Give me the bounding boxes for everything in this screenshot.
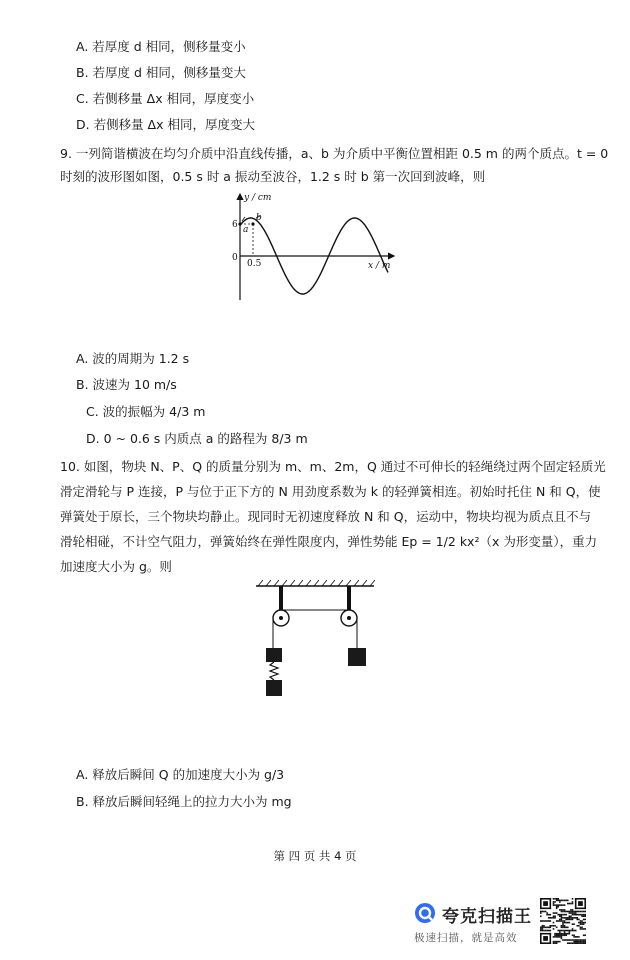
tick-y6: 6 [232,220,238,230]
pulley-diagram [250,576,380,706]
origin-label: 0 [232,253,238,263]
point-a-dot [238,222,241,225]
brand-slogan: 极速扫描，就是高效 [414,932,518,944]
q8-option-d: D. 若侧移量 Δx 相同，厚度变大 [76,117,255,132]
q10-stem-line5: 加速度大小为 g。则 [60,559,172,574]
qr-code [540,898,586,944]
x-axis-label: x / m [368,261,391,271]
q10-option-b: B. 释放后瞬间轻绳上的拉力大小为 mg [76,794,292,809]
block-q [348,648,366,666]
q9-stem-line1: 9. 一列简谐横波在均匀介质中沿直线传播，a、b 为介质中平衡位置相距 0.5 m 的两个质点。t = 0 [60,146,609,161]
q10-stem-line2: 滑定滑轮与 P 连接，P 与位于正下方的 N 用劲度系数为 k 的轻弹簧相连。初始时托住 N 和 Q，使 [60,484,601,499]
quark-logo-icon [414,902,436,924]
spring [270,662,278,680]
block-p [266,648,282,662]
point-a-label: a [243,225,249,235]
point-b-label: b [256,213,262,223]
page-footer: 第 四 页 共 4 页 [273,849,357,863]
q9-option-c: C. 波的振幅为 4/3 m [86,404,206,419]
q9-option-b: B. 波速为 10 m/s [76,377,177,392]
q9-stem-line2: 时刻的波形图如图，0.5 s 时 a 振动至波谷，1.2 s 时 b 第一次回到波峰，则 [60,169,486,184]
q10-stem-line3: 弹簧处于原长，三个物块均静止。现同时无初速度释放 N 和 Q，运动中，物块均视为质点且不与 [60,509,592,524]
block-n [266,680,282,696]
y-axis-label: y / cm [244,193,272,203]
brand-name: 夸克扫描王 [442,907,532,927]
scanner-brand [414,900,534,950]
q8-option-b: B. 若厚度 d 相同，侧移量变大 [76,65,246,80]
q9-option-a: A. 波的周期为 1.2 s [76,351,190,366]
q10-option-a: A. 释放后瞬间 Q 的加速度大小为 g/3 [76,767,285,782]
point-b-dot [251,222,254,225]
tick-x05: 0.5 [247,259,262,269]
q10-stem-line4: 滑轮相碰，不计空气阻力，弹簧始终在弹性限度内，弹性势能 Ep = 1/2 kx²（x 为形变量），重力 [60,534,598,549]
q8-option-c: C. 若侧移量 Δx 相同，厚度变小 [76,91,255,106]
q8-option-a: A. 若厚度 d 相同，侧移量变小 [76,39,246,54]
wave-graph [220,188,400,306]
ceiling-hatch [258,580,375,586]
q9-option-d: D. 0 ~ 0.6 s 内质点 a 的路程为 8/3 m [86,431,308,446]
q10-stem-line1: 10. 如图，物块 N、P、Q 的质量分别为 m、m、2m，Q 通过不可伸长的轻绳绕过两个固定轻质光 [60,459,606,474]
